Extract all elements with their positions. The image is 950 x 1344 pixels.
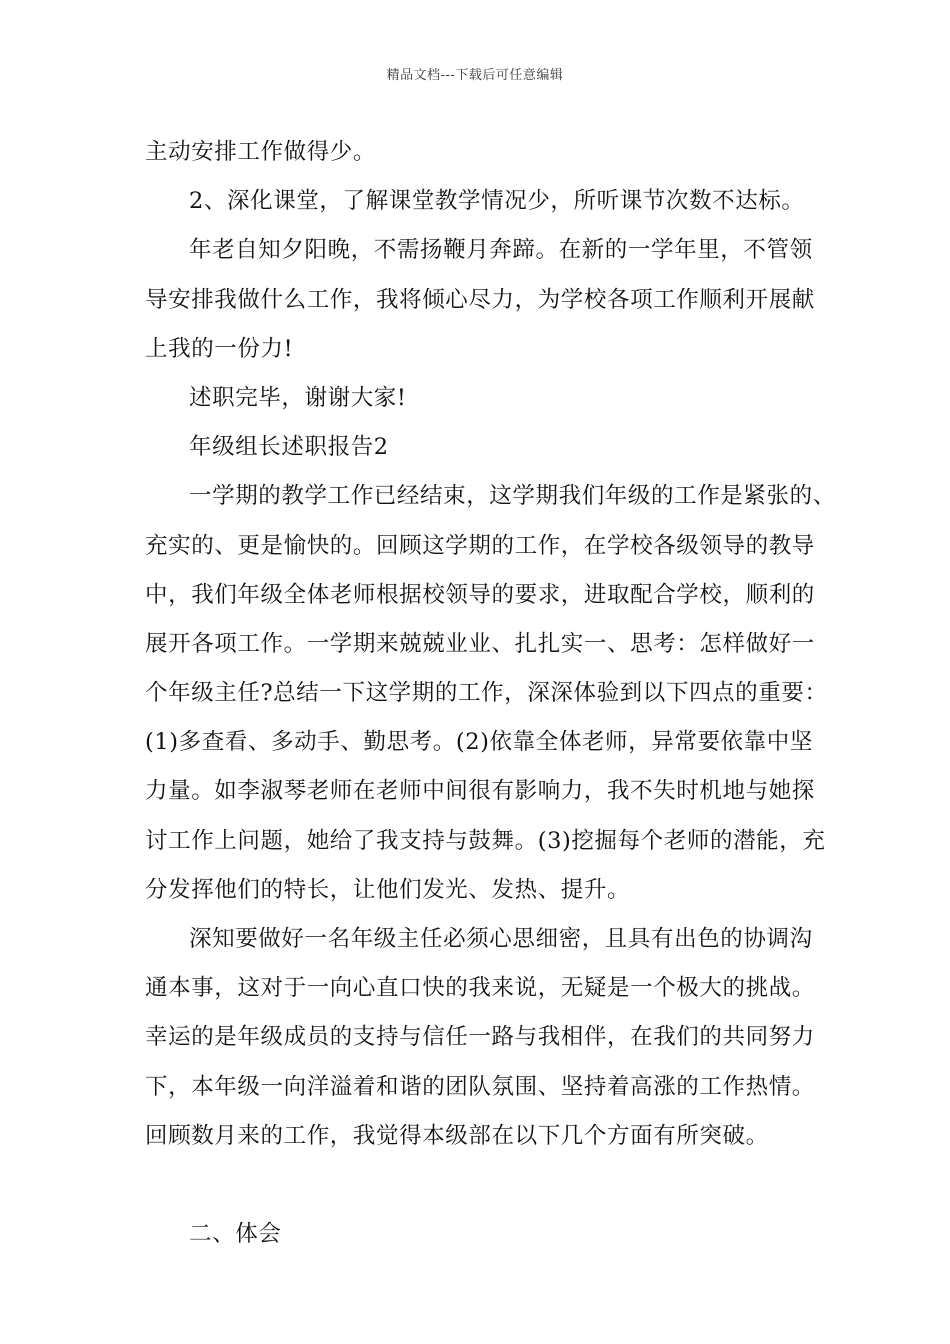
document-body — [145, 128, 836, 1259]
text-line: 上我的一份力! — [145, 335, 294, 362]
text-line: 2、深化课堂，了解课堂教学情况少，所听课节次数不达标。 — [189, 188, 805, 215]
text-line: 深知要做好一名年级主任必须心思细密，且具有出色的协调沟 — [189, 926, 813, 952]
text-line: (1)多查看、多动手、勤思考。(2)依靠全体老师，异常要依靠中坚 — [145, 729, 813, 756]
section-heading: 二、体会 — [189, 1221, 282, 1248]
text-line: 个年级主任?总结一下这学期的工作，深深体验到以下四点的重要： — [145, 680, 828, 707]
text-line: 力量。如李淑琴老师在老师中间很有影响力，我不失时机地与她探 — [145, 778, 815, 805]
text-line: 导安排我做什么工作，我将倾心尽力，为学校各项工作顺利开展献 — [145, 286, 815, 313]
text-line: 下，本年级一向洋溢着和谐的团队氛围、坚持着高涨的工作热情。 — [145, 1073, 815, 1100]
text-line: 幸运的是年级成员的支持与信任一路与我相伴，在我们的共同努力 — [145, 1024, 815, 1051]
text-line: 回顾数月来的工作，我觉得本级部在以下几个方面有所突破。 — [145, 1122, 769, 1149]
text-line: 通本事，这对于一向心直口快的我来说，无疑是一个极大的挑战。 — [145, 975, 815, 1002]
text-line: 讨工作上问题，她给了我支持与鼓舞。(3)挖掘每个老师的潜能，充 — [145, 827, 826, 854]
text-line: 一学期的教学工作已经结束，这学期我们年级的工作是紧张的、 — [189, 483, 836, 510]
text-line: 中，我们年级全体老师根据校领导的要求，进取配合学校，顺利的 — [145, 581, 815, 608]
text-line: 述职完毕，谢谢大家! — [189, 384, 407, 411]
paragraph-gap — [145, 1161, 825, 1210]
text-line: 充实的、更是愉快的。回顾这学期的工作，在学校各级领导的教导 — [145, 532, 815, 559]
section-title: 年级组长述职报告2 — [189, 434, 389, 461]
text-line: 主动安排工作做得少。 — [145, 139, 377, 165]
text-line: 展开各项工作。一学期来兢兢业业、扎扎实一、思考：怎样做好一 — [145, 630, 815, 657]
text-line: 分发挥他们的特长，让他们发光、发热、提升。 — [145, 876, 631, 903]
page-header: 精品文档---下载后可任意编辑 — [386, 68, 564, 83]
text-line: 年老自知夕阳晚，不需扬鞭月奔蹄。在新的一学年里，不管领 — [189, 237, 813, 264]
